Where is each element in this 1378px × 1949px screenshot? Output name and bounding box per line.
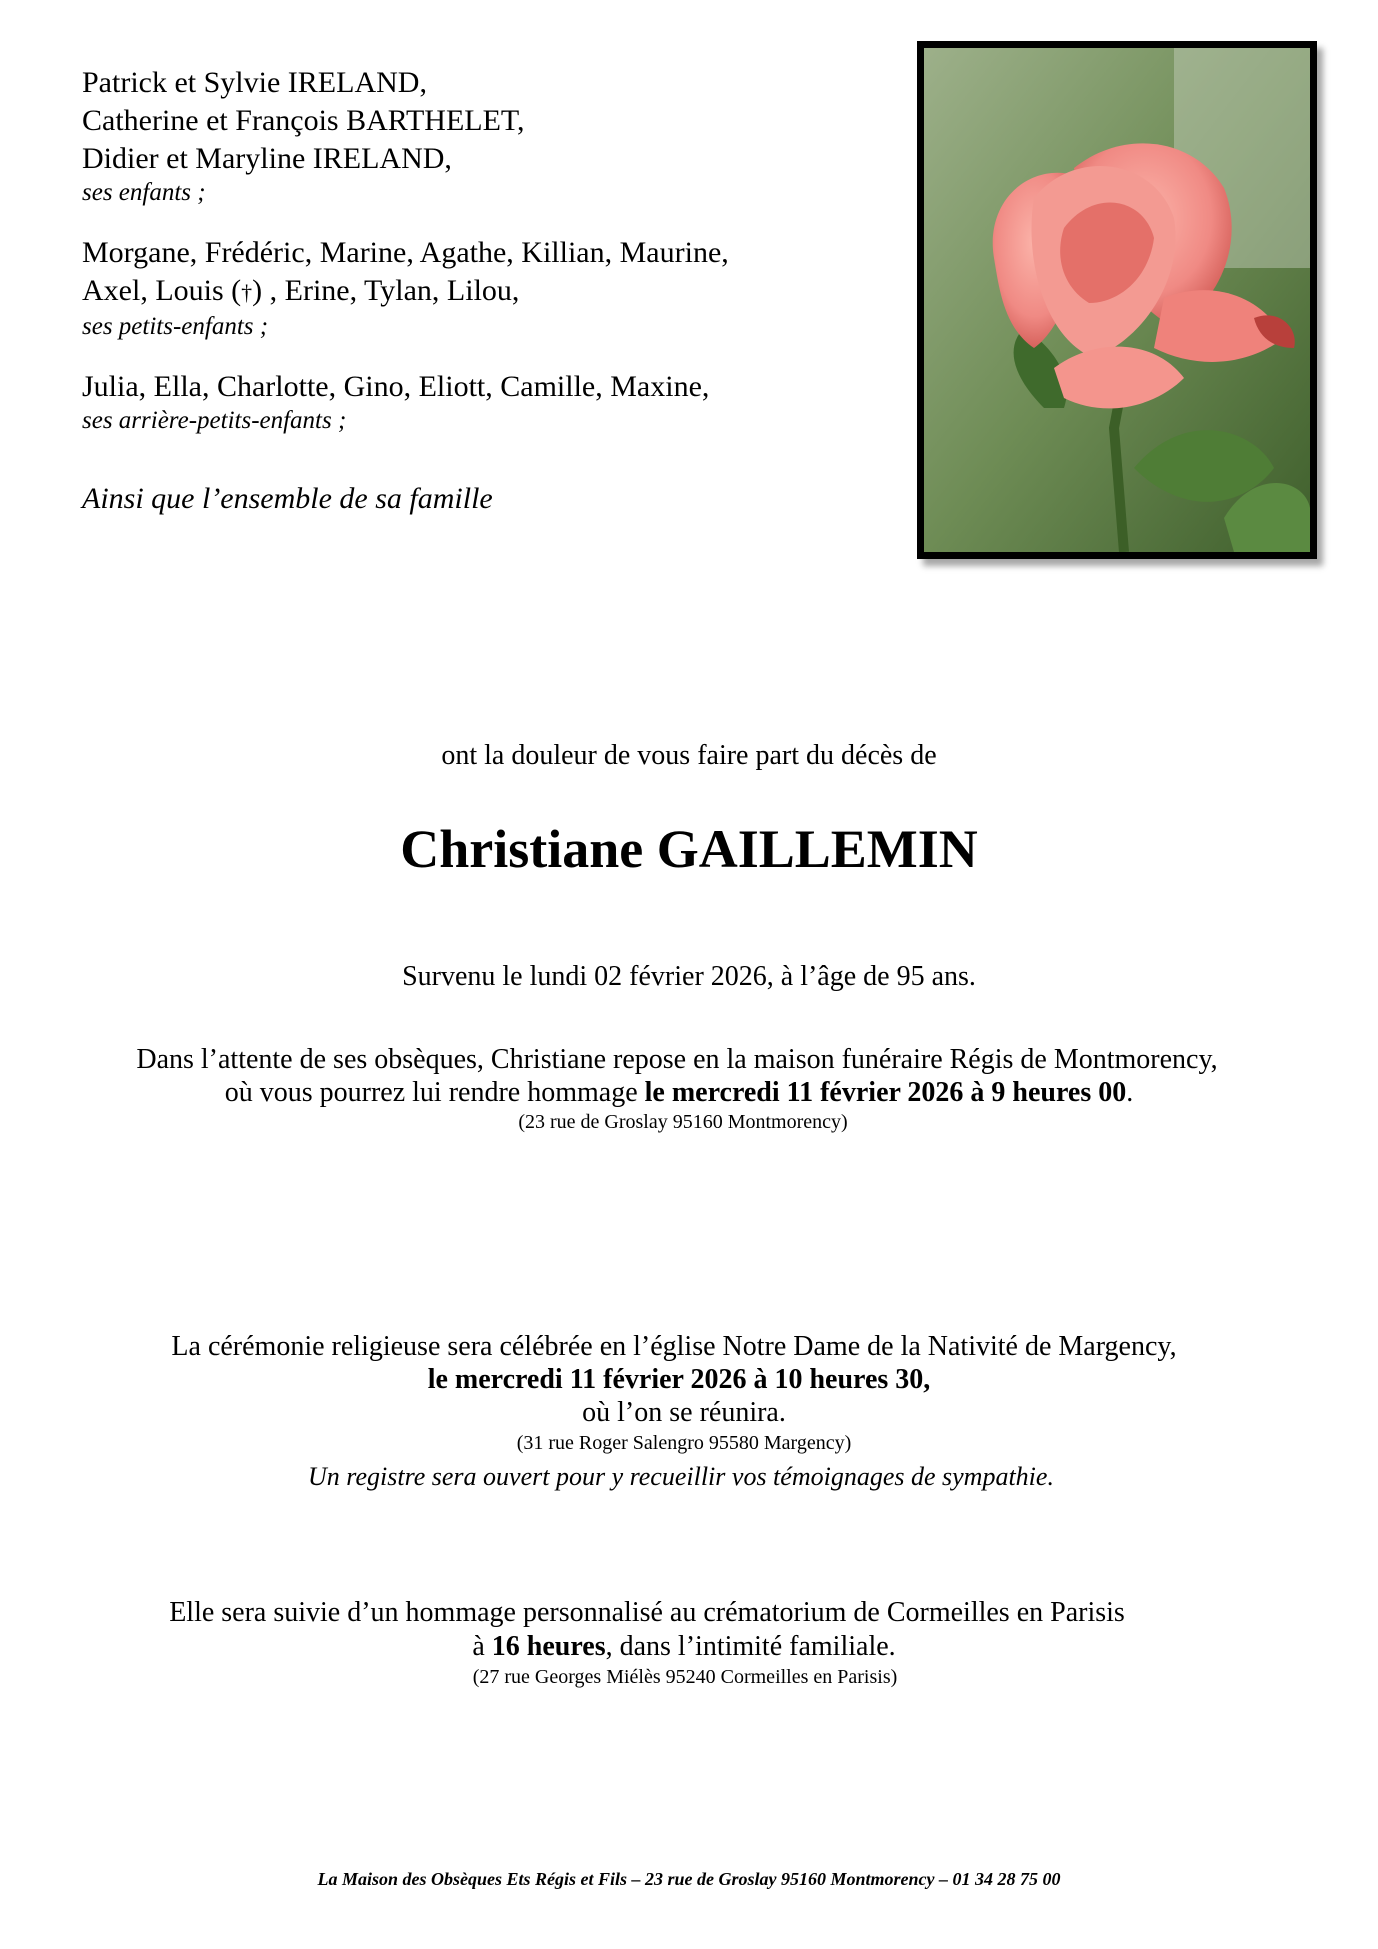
children-group xyxy=(82,64,842,208)
cremation-text: à xyxy=(472,1631,492,1662)
rose-icon xyxy=(924,48,1310,552)
child-line: Patrick et Sylvie IRELAND, xyxy=(82,66,427,99)
viewing-date: le mercredi 11 février 2026 à 9 heures 00 xyxy=(644,1077,1127,1108)
grandchildren-text: Axel, Louis ( xyxy=(82,274,242,307)
ceremony-date: le mercredi 11 février 2026 à 10 heures 30, xyxy=(427,1364,931,1395)
viewing-text: où vous pourrez lui rendre hommage xyxy=(224,1077,645,1108)
viewing-text: . xyxy=(1126,1077,1134,1108)
children-role: ses enfants ; xyxy=(82,179,206,206)
viewing-line-1: Dans l’attente de ses obsèques, Christiane repose en la maison funéraire Régis de Montmorency, xyxy=(136,1044,1218,1075)
cremation-line-2 xyxy=(0,1630,1373,1664)
cremation-text: , dans l’intimité familiale. xyxy=(605,1631,896,1662)
grandchildren-role: ses petits-enfants ; xyxy=(82,313,269,340)
dagger-icon: † xyxy=(241,280,253,305)
rose-photo xyxy=(917,41,1317,559)
viewing-line-2 xyxy=(0,1076,1368,1110)
child-line: Catherine et François BARTHELET, xyxy=(82,104,525,137)
viewing-address: (23 rue de Groslay 95160 Montmorency) xyxy=(518,1111,848,1133)
cremation-line-1: Elle sera suivie d’un hommage personnalisé au crématorium de Cormeilles en Parisis xyxy=(169,1597,1125,1628)
grandchildren-text: ) , Erine, Tylan, Lilou, xyxy=(252,274,520,307)
cremation-time: 16 heures xyxy=(491,1631,606,1662)
great-grandchildren-group xyxy=(82,368,842,436)
death-notice: Survenu le lundi 02 février 2026, à l’âge de 95 ans. xyxy=(402,961,976,992)
deceased-name: Christiane GAILLEMIN xyxy=(400,819,978,879)
family-closing: Ainsi que l’ensemble de sa famille xyxy=(82,482,493,515)
ceremony-line-3: où l’on se réunira. xyxy=(582,1397,786,1428)
family-list xyxy=(82,64,842,518)
ceremony-line-1: La cérémonie religieuse sera célébrée en l’église Notre Dame de la Nativité de Margency, xyxy=(171,1331,1177,1362)
ceremony-address: (31 rue Roger Salengro 95580 Margency) xyxy=(516,1432,852,1454)
grandchildren-line: Morgane, Frédéric, Marine, Agathe, Killian, Maurine, xyxy=(82,236,729,269)
announcement: ont la douleur de vous faire part du décès de xyxy=(441,740,937,771)
cremation-address: (27 rue Georges Miélès 95240 Cormeilles en Parisis) xyxy=(472,1666,898,1688)
grandchildren-line xyxy=(82,272,842,312)
child-line: Didier et Maryline IRELAND, xyxy=(82,142,452,175)
great-grandchildren-role: ses arrière-petits-enfants ; xyxy=(82,407,347,434)
grandchildren-group xyxy=(82,234,842,342)
register-note: Un registre sera ouvert pour y recueillir vos témoignages de sympathie. xyxy=(308,1462,1054,1491)
great-grandchildren-line: Julia, Ella, Charlotte, Gino, Eliott, Camille, Maxine, xyxy=(82,370,710,403)
funeral-home-footer: La Maison des Obsèques Ets Régis et Fils – 23 rue de Groslay 95160 Montmorency – 01 34 28 75 00 xyxy=(317,1869,1061,1889)
